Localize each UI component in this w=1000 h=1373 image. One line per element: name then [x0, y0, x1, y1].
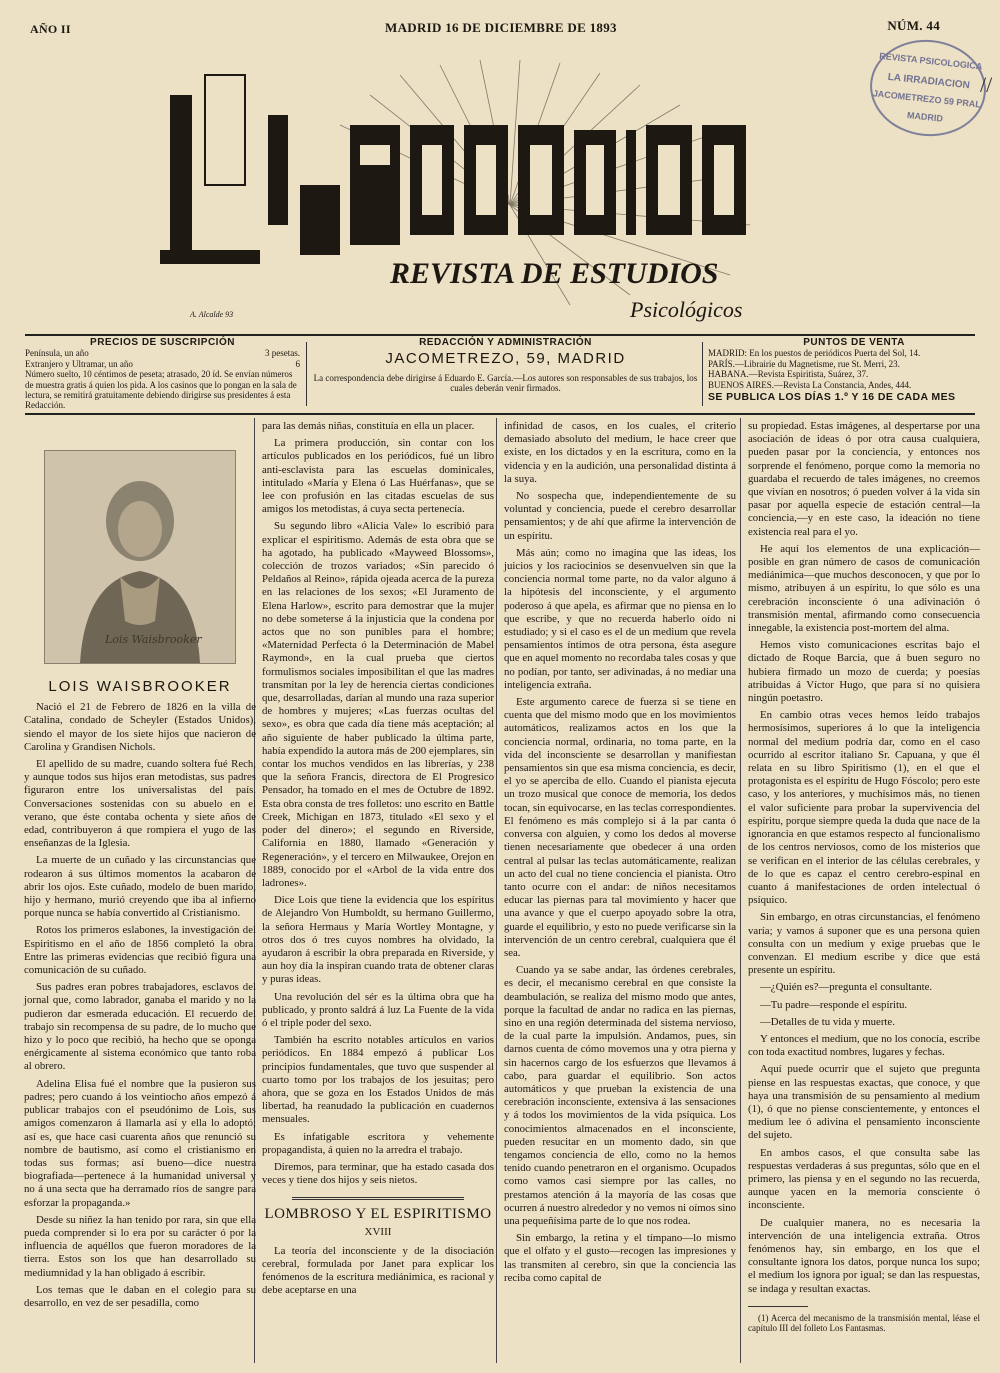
issue-number: NÚM. 44 — [887, 18, 940, 33]
masthead-illustration — [150, 55, 820, 330]
top-line — [30, 18, 940, 40]
paragraph: En cambio otras veces hemos leído trabajos hermosísimos, superiores á lo que la inteligencia normal del medium podría dar, como en el caso ocurrido al escritor italiano Sr. Capuana, y que él relata en su libro Spiritismo (1), en el que el protagonista es el espíritu de Hugo Fóscolo; pero este caso, y los anteriores, y muchísimos más, no tienen el valor suficiente para probar la supervivencia del espíritu, porque siempre queda la duda que nace de la ignorancia en que estamos respecto al funcionalismo de los centros nerviosos, como de los misterios que se verifican en el interior de las células cerebrales, y de lo que es capaz el centro cerebro-espinal en cuanto á manifestaciones de orden intelectual ó psíquico. — [748, 709, 980, 907]
dialogue-line: —¿Quién es?—pregunta el consultante. — [760, 981, 933, 994]
paragraph: Cuando ya se sabe andar, las órdenes cerebrales, es decir, el mecanismo cerebral en que consiste la deambulación, se realiza del mismo modo que antes, porque la facultad de andar no radica en las piernas, sino en una región determinada del sistema nervioso, de la cual parte la impulsión. Andamos, pues, sin darnos cuenta de cómo movemos una y otra pierna y sin hacernos cargo de los esfuerzos que llevamos á cabo, para guardar el equilibrio. Son actos automáticos y que prueban la existencia de una cerebración inconsciente, extensiva á las sensaciones y á todos los movimientos de la vida psíquica. Los conocimientos almacenados en el inconsciente, pueden resucitar en un momento dado, sin que tengamos conciencia de ello, como no la hemos tenido cuando penetraron en el organismo. Ocupados como vamos casi siempre por las calles, no prestamos atención á la mayoría de las cosas que ocurren á nuestro alrededor y no vemos ni oímos sino una pequeñísima parte de lo que nos rodea. — [504, 964, 736, 1227]
sales-heading: PUNTOS DE VENTA — [803, 337, 905, 348]
section-divider — [292, 1197, 464, 1200]
rule-bottom — [25, 413, 975, 415]
paragraph: Nació el 21 de Febrero de 1826 en la villa de Catalina, condado de Scheyler (Estados Unidos), siendo el mayor de los siete hijos que nacieron de Carolina y Grandisen Nichols. — [24, 701, 256, 753]
price-line — [25, 359, 300, 369]
paragraph: De cualquier manera, no es necesaria la intervención de una inteligencia extraña. Otros fenómenos hay, sin embargo, en los que el consultante ignora los datos, porque nunca los supo; el medium los ignora por igual; se dan las respuestas, se indaga y resultan exactas. — [748, 1216, 980, 1295]
paragraph: Su segundo libro «Alicia Vale» lo escribió para explicar el espiritismo. Además de esta obra que se ha agotado, ha publicado «Mayweed Blossoms», colección de trozos variados; «Sin parecido ó Peldaños al Reino», rápida ojeada acerca de la pureza en las relaciones de los sexos; «El Juramento de Elena Harlow», escrito para demostrar que la mujer no debe someterse á la injusticia que la condena por actos que no son punibles para el hombre; «Maternidad Perfecta ó la Determinación de Mabel Raymond», en la cual prueba que ciertos formulismos sociales imposibilitan el que las madres transmitan por la ley de herencia ciertas condiciones que, desarrolladas, darían al mundo una raza superior de hombres y mujeres; «Las fuerzas ocultas del sexo», es obra que cada día tiene más aceptación; al año siguiente de haber publicado la última parte, había expendido la autora más de 200 ejemplares, sin contar los muchos vendidos en las librerías, y 238 que la señora Francis, directora de El Progresico Pensador, ha tomado en el mes de Octubre de 1892. Esta obra consta de tres folletos: uno escrito en Battle Creek, Michigan en 1873, titulado «El sexo y el poder del dinero»; el segundo en Riverside, California en 1880, llamado «Generación y Regeneración», y el tercero en Milwaukee, Orejon en 1889, conocido por el «Arbol de la vida entre dos ladrones». — [262, 520, 494, 889]
paragraph: Los temas que le daban en el colegio para su desarrollo, en vez de ser pesadilla, como — [24, 1283, 256, 1309]
paragraph: Más aún; como no imagina que las ideas, los juicios y los raciocinios se desenvuelven sin que la conciencia normal tome parte, no da valor alguno á la hipótesis del inconsciente, y el argumento poderoso á que apela, es afirmar que no piensa en lo que escribe, y que no recuerda haberlo oído ni estudiado; y si el caso es el de un medium que revela pensamientos íntimos de otra persona, ésta asegure que en aquel momento no recordaba tales cosas y que no podían, por tanto, ser adivinadas, á no mediar una inteligencia extraña. — [504, 546, 736, 691]
editorial-address: JACOMETREZO, 59, MADRID — [385, 350, 626, 368]
publication-schedule: SE PUBLICA LOS DÍAS 1.º Y 16 DE CADA MES — [708, 391, 956, 404]
issue-year: AÑO II — [30, 22, 71, 36]
margin-mark: // — [980, 72, 993, 97]
column-3 — [504, 420, 736, 1289]
library-stamp — [865, 34, 993, 142]
footnote-rule — [748, 1306, 808, 1307]
sales-line: PARÍS.—Librairie du Magnetisme, rue St. Merri, 23. — [708, 358, 900, 369]
paragraph: para las demás niñas, constituía en ella un placer. — [262, 420, 475, 432]
column-separator — [740, 418, 741, 1363]
subscription-heading: PRECIOS DE SUSCRIPCIÓN — [90, 337, 235, 348]
price-label: Extranjero y Ultramar, un año — [25, 358, 133, 369]
info-separator — [306, 342, 307, 406]
info-separator — [702, 342, 703, 406]
dialogue-line: —Detalles de tu vida y muerte. — [760, 1015, 895, 1028]
portrait-image — [44, 450, 236, 664]
dialogue-line: —Tu padre—responde el espíritu. — [760, 998, 908, 1011]
paragraph: El apellido de su madre, cuando soltera fué Rech, y aunque todos sus hijos eran metodistas, sus padres figuraron entre los universalistas del país. Conversaciones sostenidas con su abuelo en el verano, que éste contaba ochenta y siete años de edad, contribuyeron á que rompiera el yugo de las enseñanzas de la Iglesia. — [24, 758, 256, 850]
paragraph: En ambos casos, el que consulta sabe las respuestas verdaderas á sus preguntas, sólo que en el primero, las piensa y en el segundo no las recuerda, aunque yacen en la memoria consciente ó inconsciente. — [748, 1146, 980, 1212]
paragraph: su propiedad. Estas imágenes, al despertarse por una asociación de ideas ó por otra causa cualquiera, pueden pasar por la conciencia, y entonces nos sorprende el fenómeno, porque como la memoria no guardaba el recuerdo de tales imágenes, no creemos que vivían en nosotros; ó pueden volver á la vida sin pasar por aquella especie de estación central—la conciencia,—y en este caso, la ideación no tiene existencia real para el yo. — [748, 420, 980, 538]
editorial-note: La correspondencia debe dirigirse á Eduardo E. García.—Los autores son responsables de sus trabajos, los cuales deberán venir firmados. — [313, 372, 698, 394]
paragraph: Aquí puede ocurrir que el sujeto que pregunta piense en las respuestas exactas, que conoce, y que haya una transmisión de su pensamiento al medium (1), ó que no piense conscientemente, y entonces el medium lee ó adivina el pensamiento inconsciente del sujeto. — [748, 1063, 980, 1142]
editorial-box — [313, 338, 698, 410]
paragraph: Este argumento carece de fuerza si se tiene en cuenta que del mismo modo que en los movimientos automáticos, realizamos actos en los que la conciencia normal, ordinaria, no toma parte, en la vida del inconsciente se desarrollan y manifiestan pensamientos sin que esa misma conciencia, es decir, el yo se aperciba de ello. Cuando el pianista ejecuta un trozo musical que conoce de memoria, los dedos tocan, sin equivocarse, en las teclas correspondientes. El fenómeno es más complejo si á la par canta ó conversa con alguien, y como los dedos al moverse tienen necesariamente que obedecer á una orden central al pulsar las teclas automáticamente, realizan un acto del cual no tiene conciencia el pianista. Otro tanto ocurre con el andar: de niños necesitamos educar las piernas para tal movimiento y hacer que una avance y que el cuerpo apoyado sobre la otra, guarde el equilibrio, y esto no puede verificarse sin la intervención de un centro cerebral, cualquiera que él sea. — [504, 696, 736, 959]
column-separator — [496, 418, 497, 1363]
paragraph: He aquí los elementos de una explicación—posible en gran número de casos de comunicación mediánimica—que muchos desconocen, y que por lo mismo, atribuyen á un espíritu, lo que sólo es una cerebración inconsciente ó una adivinación ó transmisión mental, afirmando como consecuencia innegable, la existencia post-mortem del alma. — [748, 542, 980, 635]
sales-line: MADRID: En los puestos de periódicos Puerta del Sol, 14. — [708, 348, 921, 359]
masthead — [150, 55, 820, 330]
masthead-subtitle-2: Psicológicos — [630, 297, 743, 322]
paragraph: La teoría del inconsciente y de la disociación cerebral, formulada por Janet para explicar los fenómenos de la escritura mediánimica, es racional y debe aceptarse en una — [262, 1244, 494, 1297]
paragraph: Es infatigable escritora y vehemente propagandista, á quien no la arredra el trabajo. — [262, 1130, 494, 1156]
sales-box — [708, 338, 1000, 410]
paragraph: Adelina Elisa fué el nombre que la pusieron sus padres; pero cuando á los veintiocho años empezó á publicar trabajos con el pseudónimo de Lois, sus amigos comenzaron á llamarla así y ella lo adoptó; así es, que hace casi cuarenta años que renunció su nombre de bautismo, así como el cristianismo en todas sus formas; así bueno—dice nuestra biografiada—pertenece á la humanidad universal y no á una secta que ha derramado ríos de sangre para esforzar la propaganda.» — [24, 1077, 256, 1209]
paragraph: Y entonces el medium, que no los conocía, escribe con toda exactitud nombres, lugares y fechas. — [748, 1032, 980, 1059]
rule-top — [25, 334, 975, 336]
paragraph: Diremos, para terminar, que ha estado casada dos veces y tiene dos hijos y seis nietos. — [262, 1160, 494, 1187]
paragraph: infinidad de casos, en los cuales, el criterio demasiado absoluto del medium, le hace creer que existe, en los dictados y en la escritura, como en la videncia y en la audición, una personalidad distinta á la suya. — [504, 420, 736, 485]
masthead-subtitle: REVISTA DE ESTUDIOS — [390, 257, 719, 290]
paragraph: Hemos visto comunicaciones escritas bajo el dictado de Roque Barcia, que á buen seguro no hubiera firmado un mozo de cuerda; y poesías atribuidas á Víctor Hugo, que para sí no quisiera ningún poetastro. — [748, 639, 980, 705]
paragraph: Sin embargo, en otras circunstancias, el fenómeno varía; y vamos á suponer que es una persona quien consulta con un medium y exige pruebas que le convenzan. El medium escribe y dice que está presente un espíritu. — [748, 911, 980, 977]
paragraph: Dice Lois que tiene la evidencia que los espíritus de Alejandro Von Humboldt, su hermano Guillermo, la señora Hermaus y María Wortley Montagne, y otros dos ó tres cuyos nombres ha olvidado, la ayudaron á escribir la obra preparada en Riverside, y aun hoy día la inspiran cuando trata de obtener claras y puras ideas. — [262, 894, 494, 986]
sales-line: BUENOS AIRES.—Revista La Constancia, Andes, 444. — [708, 379, 912, 390]
price-label: Península, un año — [25, 348, 89, 359]
subscription-note: Número suelto, 10 céntimos de peseta; atrasado, 20 íd. Se envían números de muestra gratis á quien los pida. A los casinos que lo pongan en la sala de lectura, se remitirá gratuitamente debiendo dirigirse sus presidentes á esta Redacción. — [25, 369, 297, 411]
column-2 — [262, 420, 494, 1302]
stamp-line-4: MADRID — [906, 109, 944, 124]
paragraph: Una revolución del sér es la última obra que ha publicado, y pronto saldrá á luz La Fuente de la vida ó el triple poder del sexo. — [262, 990, 494, 1029]
article-title: LOIS WAISBROOKER — [48, 678, 232, 695]
stamp-line-2: LA IRRADIACION — [887, 71, 971, 92]
portrait-signature: Lois Waisbrooker — [105, 633, 202, 646]
subscription-box — [25, 338, 300, 410]
stamp-line-1: REVISTA PSICOLOGICA — [878, 50, 983, 72]
info-bar — [25, 338, 975, 410]
portrait-icon — [45, 451, 235, 663]
paragraph: La muerte de un cuñado y las circunstancias que rodearon á sus últimos momentos la acabaron de abrir los ojos. Este cuñado, modelo de buen marido, hijo y hermano, murió creyendo que iba al infierno porque nunca se había convertido al Cristianismo. — [24, 854, 256, 920]
paragraph: También ha escrito notables artículos en varios periódicos. En 1884 empezó á publicar Los principios fundamentales, que tuvo que suspender al cuarto tomo por los trabajos de los jesuitas; pero ahora, que se goza en los Estados Unidos de más libertad, ha reanudado la publicación en cuadernos mensuales. — [262, 1034, 494, 1126]
editorial-heading: REDACCIÓN Y ADMINISTRACIÓN — [419, 337, 592, 348]
paragraph: Sin embargo, la retina y el tímpano—lo mismo que el olfato y el gusto—recogen las impresiones y las transmiten al cerebro, sin que la conciencia las reciba como capital de — [504, 1232, 736, 1284]
masthead-engraver: A. Alcalde 93 — [190, 310, 234, 319]
paragraph: Desde su niñez la han tenido por rara, sin que ella pueda comprender si lo era por su carácter ó por la influencia de aquéllos que fueron moradores de la tierra. Estos son los que han desarrollado su mediumnidad y la han obligado á escribir. — [24, 1213, 256, 1279]
paragraph: Sus padres eran pobres trabajadores, esclavos del jornal que, como labrador, ganaba el marido y no la pudieron dar esmerada educación. El recuerdo del trabajo sin recompensa de su padre, de lo mucho que hizo y lo poco que recibió, ha hecho que se oponga enérgicamente al sistema económico que tanto roba al obrero. — [24, 981, 256, 1073]
paragraph: Rotos los primeros eslabones, la investigación del Espiritismo en el año de 1856 completó la obra. Entre las primeras evidencias que recibió figura una comunicación de su cuñado. — [24, 924, 256, 977]
stamp-line-3: JACOMETREZO 59 PRAL — [872, 88, 982, 110]
paragraph: La primera producción, sin contar con los artículos publicados en los periódicos, fué un libro anti-esclavista para las escuelas dominicales, intitulado «María y Elena ó Las Huérfanas», que se lee con profusión en las citadas escuelas de sus amigos los metodistas, á cuya secta pertenecía. — [262, 437, 494, 516]
section-number: XVIII — [364, 1225, 392, 1238]
price-line — [25, 348, 300, 358]
section-title: LOMBROSO Y EL ESPIRITISMO — [264, 1206, 492, 1223]
sales-line: HABANA.—Revista Espiritista, Suárez, 37. — [708, 369, 869, 380]
price-value: 6 — [295, 358, 300, 369]
masthead-title: La Irradiación — [485, 327, 491, 328]
column-4 — [748, 420, 980, 1334]
paragraph: No sospecha que, independientemente de su voluntad y conciencia, puede el cerebro desarrollar pensamientos; y de ahí que afirme la intervención de un espíritu. — [504, 490, 736, 542]
issue-date: MADRID 16 DE DICIEMBRE DE 1893 — [385, 20, 617, 35]
price-value: 3 pesetas. — [265, 348, 300, 359]
column-1 — [24, 420, 256, 1314]
footnote: (1) Acerca del mecanismo de la transmisión mental, léase el capítulo III del folleto Los Fantasmas. — [748, 1312, 980, 1334]
